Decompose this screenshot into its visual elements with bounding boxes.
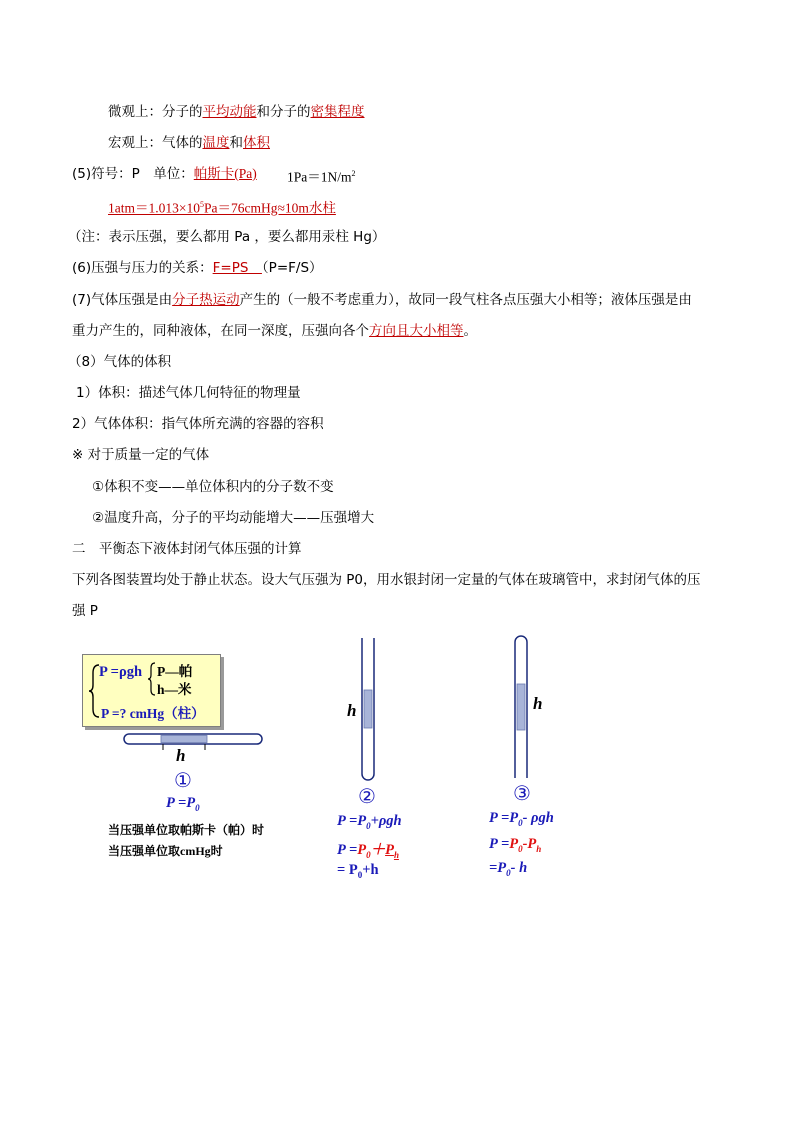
f2c-main: = P xyxy=(337,862,358,878)
figure-number-1: ① xyxy=(174,770,192,792)
atm-line xyxy=(108,196,336,218)
h-label-3: h xyxy=(533,694,543,713)
box-formula-rhogh: P =ρgh xyxy=(99,664,143,680)
micro-underline-2: 密集程度 xyxy=(310,104,365,120)
f3c-rest: - h xyxy=(510,860,528,876)
gas7-line-1 xyxy=(72,291,692,309)
f2b-main: P = xyxy=(337,842,358,858)
f3c-main: =P xyxy=(489,860,507,876)
formula-1 xyxy=(166,795,200,813)
f1-main: P =P xyxy=(166,795,196,811)
f2c-rest: +h xyxy=(362,862,379,878)
caption-pascal: 当压强单位取帕斯卡（帕）时 xyxy=(108,823,265,837)
relation-prefix: (6)压强与压力的关系： xyxy=(72,260,213,276)
f2c-sub: 0 xyxy=(357,869,363,880)
f2a-sub: 0 xyxy=(366,820,371,831)
rule-item-1: ①体积不变——单位体积内的分子数不变 xyxy=(92,479,334,495)
mercury-column-1 xyxy=(161,736,207,743)
outer-brace-icon xyxy=(89,663,101,719)
micro-line xyxy=(108,103,365,121)
macro-line xyxy=(108,134,270,152)
atm-sup: 5 xyxy=(199,200,204,209)
gas7-b: 产生的（一般不考虑重力），故同一段气柱各点压强大小相等；液体压强是由 xyxy=(239,292,692,308)
f2b-plus: ＋ xyxy=(370,842,386,858)
vertical-tube-3 xyxy=(511,630,531,780)
h-label-2: h xyxy=(347,701,357,720)
figure-number-3: ③ xyxy=(513,783,531,805)
f2a-rest: +ρgh xyxy=(370,813,402,829)
symbol-prefix: (5)符号：P 单位： xyxy=(72,166,194,182)
formula-box xyxy=(82,654,221,727)
pa-def-text: 1Pa＝1N/m xyxy=(287,169,352,185)
symbol-line xyxy=(72,165,257,183)
volume-item-1: 1）体积：描述气体几何特征的物理量 xyxy=(76,385,301,401)
task-line-2: 强 P xyxy=(72,603,98,619)
mercury-column-3 xyxy=(517,684,525,730)
formula-3c xyxy=(489,860,527,878)
section-2-heading: 二 平衡态下液体封闭气体压强的计算 xyxy=(72,541,302,557)
mercury-column-2 xyxy=(364,690,372,728)
f3b-red-sub: 0 xyxy=(518,843,523,854)
macro-underline-1: 温度 xyxy=(202,135,230,151)
f2b-red: P xyxy=(357,842,367,858)
box-formula-cmhg: P =? cmHg（柱） xyxy=(101,706,205,721)
micro-underline-1: 平均动能 xyxy=(202,104,257,120)
vertical-tube-2 xyxy=(358,636,378,782)
box-unit-m: h—米 xyxy=(157,682,192,697)
relation-line xyxy=(72,259,323,277)
box-unit-pa: P—帕 xyxy=(157,664,193,679)
micro-mid: 和分子的 xyxy=(256,104,311,120)
f1-sub: 0 xyxy=(195,802,200,813)
formula-2b xyxy=(337,838,399,860)
f3a-sub: 0 xyxy=(518,817,523,828)
macro-mid: 和 xyxy=(229,135,243,151)
h-label-1: h xyxy=(176,746,186,765)
figure-number-2: ② xyxy=(358,786,376,808)
fixed-mass-line: ※ 对于质量一定的气体 xyxy=(72,447,210,463)
f2b-ph-sub: h xyxy=(393,849,399,860)
gas7-underline-2: 方向且大小相等 xyxy=(369,323,464,339)
macro-prefix: 宏观上：气体的 xyxy=(108,135,203,151)
f2a-main: P =P xyxy=(337,813,367,829)
gas7-underline-1: 分子热运动 xyxy=(172,292,240,308)
atm-a: 1atm＝1.013×10 xyxy=(108,200,200,216)
f3a-rest: - ρgh xyxy=(522,810,554,826)
formula-2a xyxy=(337,813,402,831)
note-line: （注：表示压强，要么都用 Pa ，要么都用汞柱 Hg） xyxy=(68,229,386,245)
pa-definition xyxy=(287,165,356,187)
macro-underline-2: 体积 xyxy=(243,135,270,151)
relation-suffix: （P=F/S） xyxy=(261,260,323,276)
f3b-main: P = xyxy=(489,836,510,852)
caption-cmhg: 当压强单位取cmHg时 xyxy=(108,844,223,858)
gas7-c: 重力产生的，同种液体，在同一深度，压强向各个 xyxy=(72,323,369,339)
atm-b: Pa＝76cmHg≈10m水柱 xyxy=(203,200,336,216)
gas7-a: (7)气体压强是由 xyxy=(72,292,173,308)
symbol-unit: 帕斯卡(Pa) xyxy=(193,166,257,181)
micro-prefix: 微观上：分子的 xyxy=(108,104,203,120)
formula-3b xyxy=(489,836,541,854)
rule-item-2: ②温度升高，分子的平均动能增大——压强增大 xyxy=(92,510,375,526)
f2b-red-sub: 0 xyxy=(366,849,371,860)
volume-title: （8）气体的体积 xyxy=(68,354,172,370)
f3b-h-sub: h xyxy=(536,843,542,854)
inner-brace-icon xyxy=(147,662,157,696)
gas7-line-2 xyxy=(72,322,477,340)
task-line-1: 下列各图装置均处于静止状态。设大气压强为 P0，用水银封闭一定量的气体在玻璃管中，求封闭气体的压 xyxy=(72,572,701,588)
formula-2c xyxy=(337,862,379,880)
f3a-main: P =P xyxy=(489,810,519,826)
pa-def-sup: 2 xyxy=(351,169,356,178)
gas7-d: 。 xyxy=(463,323,477,339)
formula-3a xyxy=(489,810,554,828)
f3b-minus: -P xyxy=(522,836,537,852)
relation-underline: F=PS xyxy=(212,260,262,276)
f2b-ph: P xyxy=(385,842,394,858)
f3b-red: P xyxy=(509,836,519,852)
f3c-sub: 0 xyxy=(506,867,511,878)
volume-item-2: 2）气体体积：指气体所充满的容器的容积 xyxy=(72,416,324,432)
